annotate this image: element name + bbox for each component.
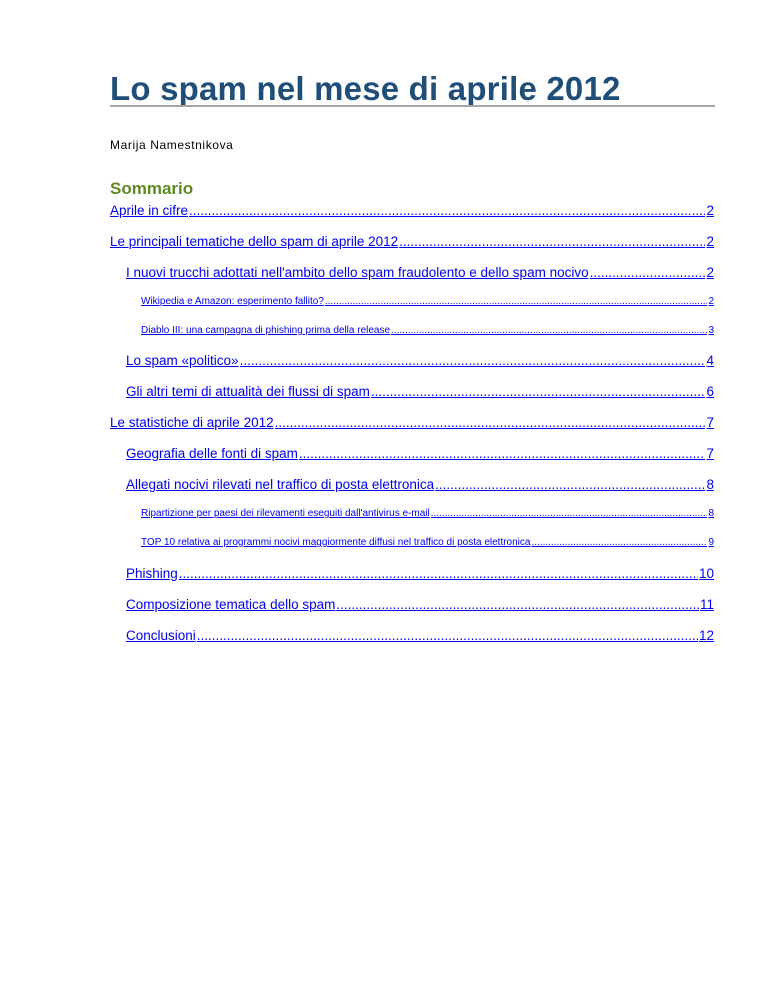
toc-leader-dots bbox=[240, 353, 706, 368]
toc-page-number: 12 bbox=[698, 628, 714, 643]
toc-leader-dots bbox=[371, 384, 706, 399]
toc-entry-wikipedia-amazon[interactable] bbox=[141, 296, 714, 307]
toc-leader-dots bbox=[299, 446, 706, 461]
toc-entry-aprile-in-cifre[interactable] bbox=[110, 203, 714, 218]
toc-leader-dots bbox=[197, 628, 698, 643]
document-title: Lo spam nel mese di aprile 2012 bbox=[110, 70, 621, 107]
toc-entry-conclusioni[interactable] bbox=[126, 628, 714, 643]
toc-entry-label: Le statistiche di aprile 2012 bbox=[110, 415, 274, 430]
toc-entry-geografia[interactable] bbox=[126, 446, 714, 461]
title-underline bbox=[110, 105, 715, 107]
toc-entry-label: Phishing bbox=[126, 566, 178, 581]
toc-entry-allegati-nocivi[interactable] bbox=[126, 477, 714, 492]
toc-leader-dots bbox=[391, 325, 707, 336]
toc-entry-label: I nuovi trucchi adottati nell'ambito dello spam fraudolento e dello spam nocivo bbox=[126, 265, 589, 280]
toc-page-number: 7 bbox=[706, 415, 714, 430]
toc-leader-dots bbox=[431, 508, 708, 519]
toc-entry-ripartizione[interactable] bbox=[141, 508, 714, 519]
toc-entry-label: TOP 10 relativa ai programmi nocivi maggiormente diffusi nel traffico di posta elettronica bbox=[141, 537, 531, 548]
toc-entry-diablo-iii[interactable] bbox=[141, 325, 714, 336]
toc-page-number: 2 bbox=[706, 203, 714, 218]
toc-entry-principali-tematiche[interactable] bbox=[110, 234, 714, 249]
toc-entry-statistiche[interactable] bbox=[110, 415, 714, 430]
toc-page-number: 2 bbox=[706, 234, 714, 249]
toc-entry-label: Aprile in cifre bbox=[110, 203, 189, 218]
toc-page-number: 4 bbox=[706, 353, 714, 368]
toc-entry-composizione[interactable] bbox=[126, 597, 714, 612]
toc-entry-label: Wikipedia e Amazon: esperimento fallito? bbox=[141, 296, 324, 307]
toc-page-number: 7 bbox=[706, 446, 714, 461]
toc-page-number: 2 bbox=[706, 265, 714, 280]
toc-page-number: 8 bbox=[708, 508, 714, 519]
toc-entry-nuovi-trucchi[interactable] bbox=[126, 265, 714, 280]
toc-page-number: 3 bbox=[708, 325, 714, 336]
toc-page-number: 10 bbox=[698, 566, 714, 581]
toc-entry-spam-politico[interactable] bbox=[126, 353, 714, 368]
toc-entry-top-10[interactable] bbox=[141, 537, 714, 548]
toc-leader-dots bbox=[590, 265, 706, 280]
toc-entry-phishing[interactable] bbox=[126, 566, 714, 581]
toc-page-number: 9 bbox=[708, 537, 714, 548]
toc-page-number: 6 bbox=[706, 384, 714, 399]
toc-entry-label: Diablo III: una campagna di phishing prima della release bbox=[141, 325, 391, 336]
toc-entry-label: Gli altri temi di attualità dei flussi di spam bbox=[126, 384, 370, 399]
toc-page-number: 11 bbox=[699, 597, 714, 612]
toc-leader-dots bbox=[435, 477, 705, 492]
toc-leader-dots bbox=[336, 597, 699, 612]
toc-leader-dots bbox=[531, 537, 707, 548]
toc-heading: Sommario bbox=[110, 179, 194, 198]
toc-leader-dots bbox=[399, 234, 705, 249]
author-name: Marija Namestnikova bbox=[110, 138, 234, 152]
toc-entry-label: Conclusioni bbox=[126, 628, 196, 643]
toc-entry-altri-temi[interactable] bbox=[126, 384, 714, 399]
toc-leader-dots bbox=[189, 203, 705, 218]
toc-entry-label: Allegati nocivi rilevati nel traffico di posta elettronica bbox=[126, 477, 435, 492]
toc-leader-dots bbox=[275, 415, 706, 430]
toc-entry-label: Ripartizione per paesi dei rilevamenti eseguiti dall'antivirus e-mail bbox=[141, 508, 430, 519]
toc-page-number: 2 bbox=[708, 296, 714, 307]
toc-entry-label: Le principali tematiche dello spam di aprile 2012 bbox=[110, 234, 399, 249]
toc-leader-dots bbox=[325, 296, 708, 307]
toc-page-number: 8 bbox=[706, 477, 714, 492]
toc-entry-label: Composizione tematica dello spam bbox=[126, 597, 336, 612]
toc-leader-dots bbox=[179, 566, 698, 581]
toc-entry-label: Lo spam «politico» bbox=[126, 353, 239, 368]
toc-entry-label: Geografia delle fonti di spam bbox=[126, 446, 298, 461]
